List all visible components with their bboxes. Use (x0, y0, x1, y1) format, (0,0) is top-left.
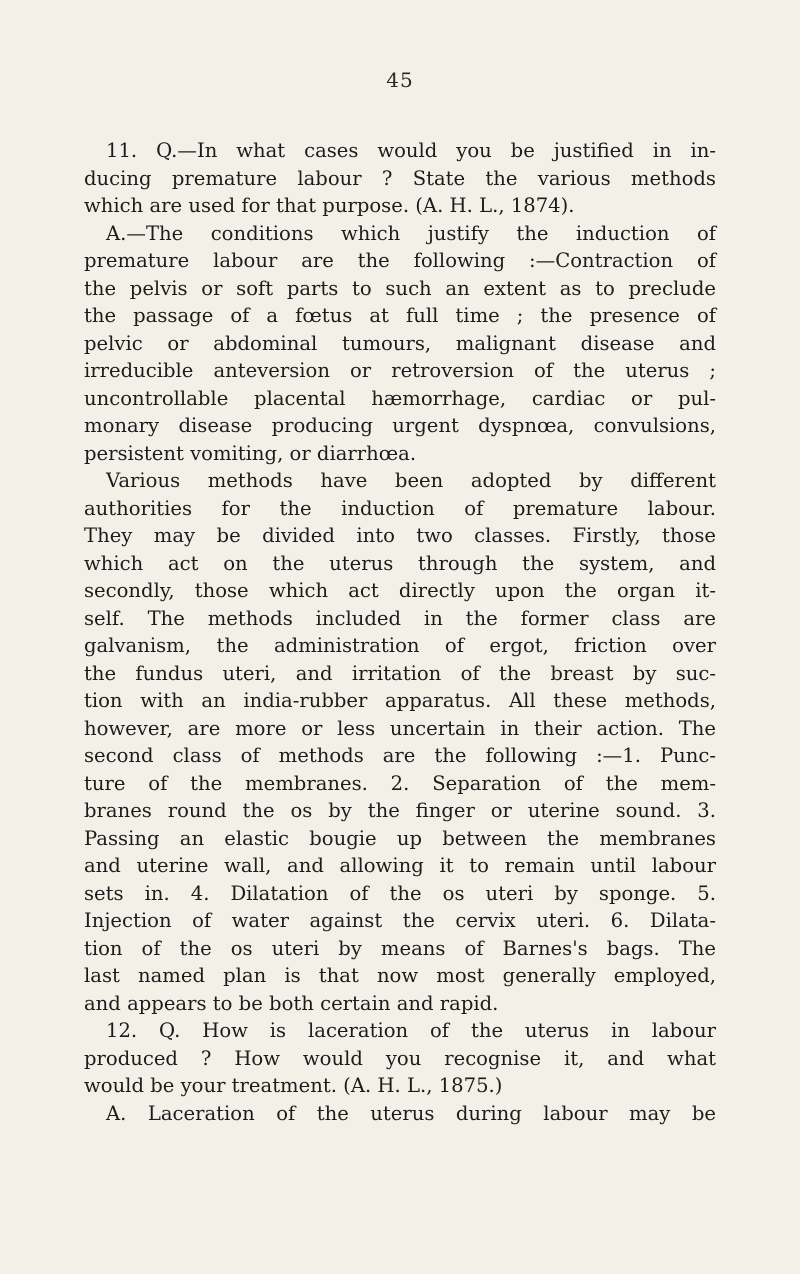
text-line: tion of the os uteri by means of Barnes's bags. The (84, 936, 716, 960)
text-line: A. Laceration of the uterus during labour may be (106, 1101, 716, 1125)
text-line: premature labour are the following :—Contraction of (84, 249, 716, 272)
text-line: secondly, those which act directly upon the organ it- (84, 579, 716, 602)
text-line: authorities for the induction of premature labour. (84, 496, 716, 520)
text-line: self. The methods included in the former class are (84, 606, 716, 630)
text-line: They may be divided into two classes. Firstly, those (84, 524, 716, 547)
text-line: would be your treatment. (A. H. L., 1875.) (84, 1074, 503, 1097)
text-line: uncontrollable placental hæmorrhage, cardiac or pul- (84, 386, 716, 410)
text-line: 11. Q.—In what cases would you be justified in in- (106, 139, 716, 162)
text-line: galvanism, the administration of ergot, friction over (84, 634, 716, 657)
text-line: persistent vomiting, or diarrhœa. (84, 441, 417, 465)
text-line: Passing an elastic bougie up between the membranes (84, 826, 716, 850)
answer-12 (84, 1100, 716, 1128)
text-line: ducing premature labour ? State the various methods (84, 166, 716, 190)
text-line: the pelvis or soft parts to such an extent as to preclude (84, 276, 716, 300)
page-number: 45 (386, 68, 414, 92)
text-line: ture of the membranes. 2. Separation of the mem- (84, 771, 716, 795)
question-11 (84, 137, 716, 220)
methods-paragraph (84, 467, 716, 1017)
question-12 (84, 1017, 716, 1100)
text-line: tion with an india-rubber apparatus. All these methods, (84, 689, 716, 712)
text-line: second class of methods are the following :—1. Punc- (84, 744, 716, 767)
text-line: which act on the uterus through the system, and (84, 551, 716, 575)
text-line: however, are more or less uncertain in their action. The (84, 716, 716, 740)
text-line: the fundus uteri, and irritation of the breast by suc- (84, 661, 716, 685)
text-line: and uterine wall, and allowing it to remain until labour (84, 854, 716, 877)
answer-11 (84, 220, 716, 468)
text-line: irreducible anteversion or retroversion of the uterus ; (84, 359, 716, 382)
text-line: the passage of a fœtus at full time ; the presence of (84, 304, 716, 327)
text-line: Various methods have been adopted by different (106, 469, 716, 492)
text-line: 12. Q. How is laceration of the uterus in labour (106, 1019, 716, 1042)
text-line: monary disease producing urgent dyspnœa, convulsions, (84, 414, 716, 437)
text-line: Injection of water against the cervix uteri. 6. Dilata- (84, 909, 716, 932)
text-line: A.—The conditions which justify the induction of (106, 221, 716, 245)
text-line: produced ? How would you recognise it, and what (84, 1046, 716, 1070)
text-line: last named plan is that now most generally employed, (84, 964, 716, 987)
text-line: sets in. 4. Dilatation of the os uteri by sponge. 5. (84, 881, 716, 905)
text-line: which are used for that purpose. (A. H. L., 1874). (84, 194, 575, 217)
page-body (84, 137, 716, 1127)
text-line: branes round the os by the finger or uterine sound. 3. (84, 799, 716, 822)
text-line: and appears to be both certain and rapid. (84, 991, 499, 1015)
text-line: pelvic or abdominal tumours, malignant disease and (84, 331, 716, 355)
